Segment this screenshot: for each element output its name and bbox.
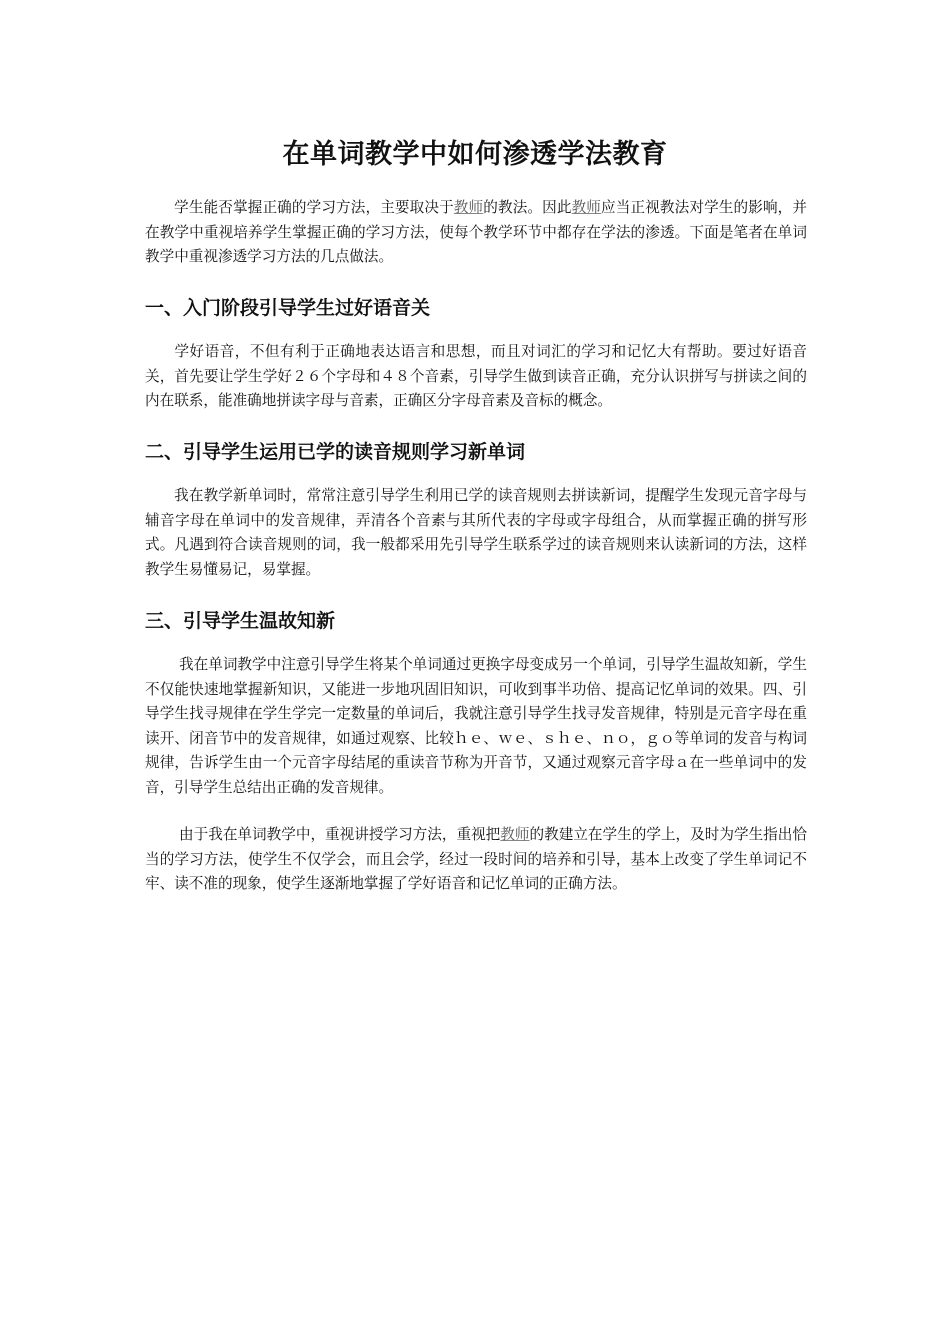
intro-text: 学生能否掌握正确的学习方法，主要取决于 (174, 199, 454, 216)
conclusion-text: 的教建立在学生的学上，及时为学生指出恰当的学习方法，使学生不仅学会，而且会学，经过一段时间的培养和引导，基本上改变了学生单词记不牢、读不准的现象，使学生逐渐地掌握了学好语音和记忆单词的正确方法。 (145, 826, 807, 892)
section-body (145, 484, 807, 582)
section-text: 我在单词教学中注意引导学生将某个单词通过更换字母变成另一个单词，引导学生温故知新，学生不仅能快速地掌握新知识，又能进一步地巩固旧知识，可收到事半功倍、提高记忆单词的效果。四、引导学生找寻规律在学生学完一定数量的单词后，我就注意引导学生找寻发音规律，特别是元音字母在重读开、闭音节中的发音规律，如通过观察、比较ｈｅ、ｗｅ、ｓｈｅ、ｎｏ，ｇｏ等单词的发音与构词规律，告诉学生由一个元音字母结尾的重读音节称为开音节，又通过观察元音字母ａ在一些单词中的发音，引导学生总结出正确的发音规律。 (145, 656, 807, 796)
intro-text: 的教法。因此 (483, 199, 572, 216)
page-title: 在单词教学中如何渗透学法教育 (282, 139, 668, 170)
section-text: 我在教学新单词时，常常注意引导学生利用已学的读音规则去拼读新词，提醒学生发现元音字母与辅音字母在单词中的发音规律，弄清各个音素与其所代表的字母或字母组合，从而掌握正确的拼写形式。凡遇到符合读音规则的词，我一般都采用先引导学生联系学过的读音规则来认读新词的方法，这样教学生易懂易记，易掌握。 (145, 487, 807, 578)
conclusion-text: 由于我在单词教学中，重视讲授学习方法，重视把 (179, 826, 501, 843)
section-heading: 一、入门阶段引导学生过好语音关 (145, 297, 431, 319)
intro-text: 应当正视教法对学生的影响，并在教学中重视培养学生掌握正确的学习方法，使每个教学环节中都存在学法的渗透。下面是笔者在单词教学中重视渗透学习方法的几点做法。 (145, 199, 807, 265)
section-heading: 二、引导学生运用已学的读音规则学习新单词 (145, 441, 526, 463)
teacher-link[interactable]: 教师 (500, 826, 530, 843)
section-body (145, 340, 807, 414)
intro-paragraph (145, 196, 807, 270)
teacher-link[interactable]: 教师 (453, 199, 484, 216)
section-body (145, 653, 807, 800)
section-text: 学好语音，不但有利于正确地表达语言和思想，而且对词汇的学习和记忆大有帮助。要过好语音关，首先要让学生学好２６个字母和４８个音素，引导学生做到读音正确，充分认识拼写与拼读之间的内在联系，能准确地拼读字母与音素，正确区分字母音素及音标的概念。 (145, 343, 807, 409)
conclusion-paragraph (145, 823, 807, 897)
teacher-link[interactable]: 教师 (571, 199, 602, 216)
section-heading: 三、引导学生温故知新 (145, 610, 336, 632)
